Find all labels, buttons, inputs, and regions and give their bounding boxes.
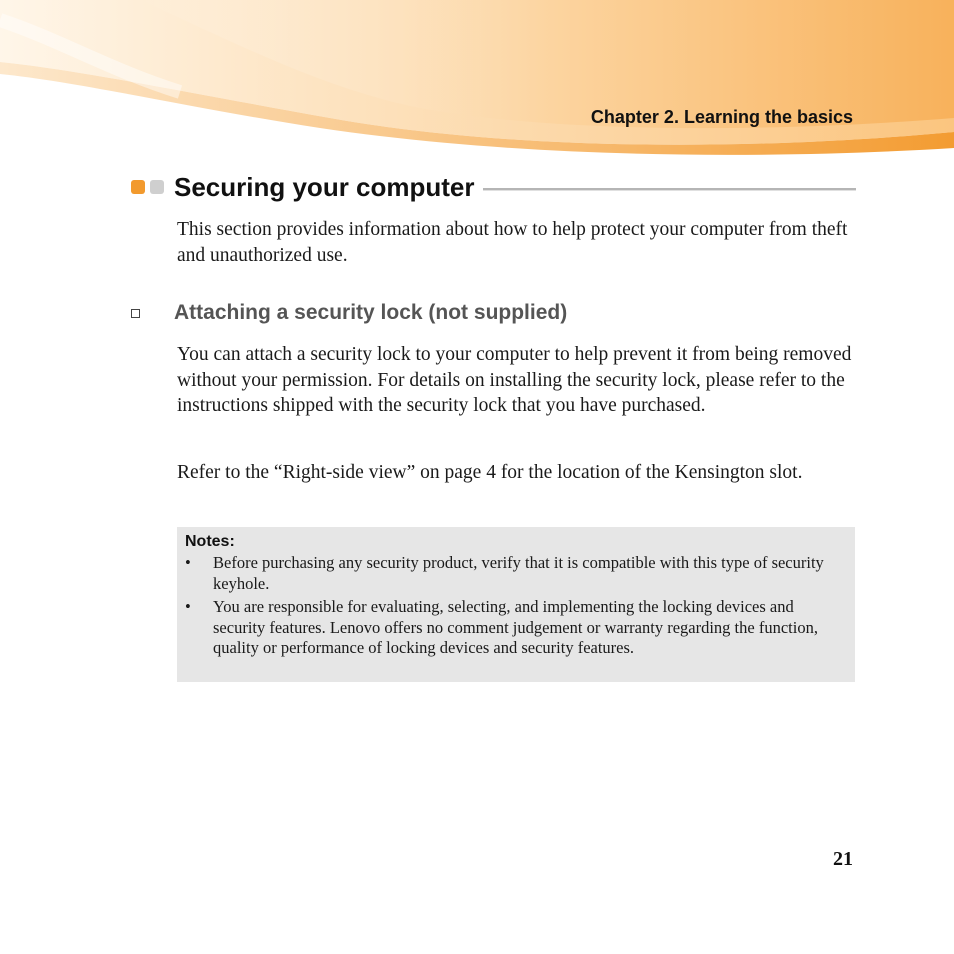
notes-box	[177, 527, 855, 682]
subsection-heading	[131, 299, 856, 327]
orange-square-icon	[131, 180, 145, 194]
gray-square-icon	[150, 180, 164, 194]
list-item	[185, 553, 845, 594]
page-number: 21	[833, 848, 853, 870]
bullet-icon: •	[185, 553, 191, 572]
paragraph: Refer to the “Right-side view” on page 4 for the location of the Kensington slot.	[177, 462, 803, 483]
subsection-title: Attaching a security lock (not supplied)	[174, 301, 568, 324]
heading-rule	[483, 188, 857, 191]
header-banner	[0, 0, 954, 160]
header-swoosh-graphic	[0, 0, 954, 160]
section-intro: This section provides information about how to help protect your computer from theft and unauthorized use.	[177, 219, 848, 266]
notes-list	[185, 553, 845, 659]
note-text: Before purchasing any security product, verify that it is compatible with this type of security keyhole.	[213, 553, 824, 593]
paragraph: You can attach a security lock to your computer to help prevent it from being removed without your permission. For details on installing the security lock, please refer to the instructions shipped with the security lock that you have purchased.	[177, 344, 852, 416]
square-bullet-icon	[131, 309, 140, 318]
bullet-icon: •	[185, 597, 191, 616]
section-heading	[131, 170, 856, 204]
chapter-title: Chapter 2. Learning the basics	[590, 107, 853, 127]
notes-label: Notes:	[185, 533, 235, 550]
note-text: You are responsible for evaluating, selecting, and implementing the locking devices and security features. Lenovo offers no comment judgement or warranty regarding the function, quality or performance of locking devices and security features.	[213, 597, 818, 657]
section-title: Securing your computer	[174, 171, 475, 202]
list-item	[185, 597, 845, 659]
